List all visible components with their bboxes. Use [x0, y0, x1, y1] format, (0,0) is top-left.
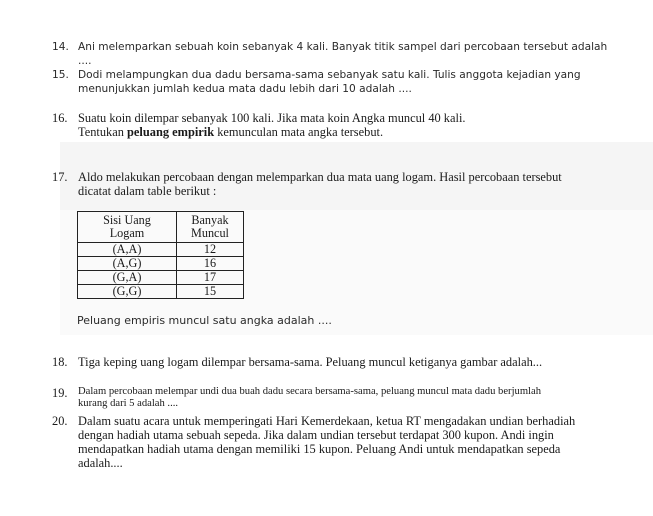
table-row — [78, 285, 244, 299]
question-number: 18. — [52, 355, 68, 369]
question-number: 19. — [52, 386, 68, 400]
cell-side: (A,A) — [78, 243, 177, 257]
cell-side: (G,A) — [78, 271, 177, 285]
text-pre: Tentukan — [78, 125, 128, 139]
question-19 — [52, 386, 612, 410]
question-text-line1: Aldo melakukan percobaan dengan melemparkan dua mata uang logam. Hasil percobaan tersebut — [78, 170, 562, 184]
question-20 — [52, 414, 612, 470]
header-side: Sisi Uang Logam — [78, 212, 177, 243]
question-number: 14. — [52, 41, 69, 53]
question-text-line1: Dodi melampungkan dua dadu bersama-sama sebanyak satu kali. Tulis anggota kejadian yang — [78, 69, 581, 81]
text-bold: peluang empirik — [127, 125, 215, 139]
question-text-line1: Dalam percobaan melempar undi dua buah dadu secara bersama-sama, peluang muncul mata dadu berjumlah — [78, 386, 541, 397]
header-count: Banyak Muncul — [177, 212, 244, 243]
question-text-line2: dicatat dalam table berikut : — [78, 184, 217, 198]
question-text-line1: Dalam suatu acara untuk memperingati Hari Kemerdekaan, ketua RT mengadakan undian berhadiah — [78, 414, 576, 428]
question-text: Tiga keping uang logam dilempar bersama-sama. Peluang muncul ketiganya gambar adalah... — [78, 355, 543, 369]
question-number: 20. — [52, 414, 68, 428]
table-header-row — [78, 212, 244, 243]
question-14 — [52, 40, 612, 68]
text-post: kemunculan mata angka tersebut. — [214, 125, 384, 139]
cell-side: (G,G) — [78, 285, 177, 299]
question-text-line4: adalah.... — [78, 456, 123, 470]
question-text-line2: menunjukkan jumlah kedua mata dadu lebih dari 10 adalah .... — [78, 83, 412, 95]
cell-count: 17 — [177, 271, 244, 285]
table-row — [78, 271, 244, 285]
question-number: 16. — [52, 111, 68, 125]
question-text: Ani melemparkan sebuah koin sebanyak 4 kali. Banyak titik sampel dari percobaan tersebut adalah .... — [78, 41, 608, 67]
question-15 — [52, 68, 612, 96]
question-17-followup: Peluang empiris muncul satu angka adalah .... — [77, 314, 332, 327]
question-number: 17. — [52, 170, 68, 184]
table-row — [78, 257, 244, 271]
question-16 — [52, 111, 612, 139]
cell-count: 15 — [177, 285, 244, 299]
cell-side: (A,G) — [78, 257, 177, 271]
question-18 — [52, 355, 612, 369]
question-17 — [52, 170, 612, 198]
question-text-line2: dengan hadiah utama sebuah sepeda. Jika dalam undian tersebut terdapat 300 kupon. Andi ingin — [78, 428, 554, 442]
table-row — [78, 243, 244, 257]
question-text-line3: mendapatkan hadiah utama dengan memiliki 15 kupon. Peluang Andi untuk mendapatkan sepeda — [78, 442, 561, 456]
question-text-line2 — [78, 125, 612, 139]
question-text-line1: Suatu koin dilempar sebanyak 100 kali. Jika mata koin Angka muncul 40 kali. — [78, 111, 466, 125]
cell-count: 12 — [177, 243, 244, 257]
coin-results-table — [77, 211, 244, 299]
question-text-line2: kurang dari 5 adalah .... — [78, 398, 179, 409]
question-number: 15. — [52, 69, 69, 81]
cell-count: 16 — [177, 257, 244, 271]
